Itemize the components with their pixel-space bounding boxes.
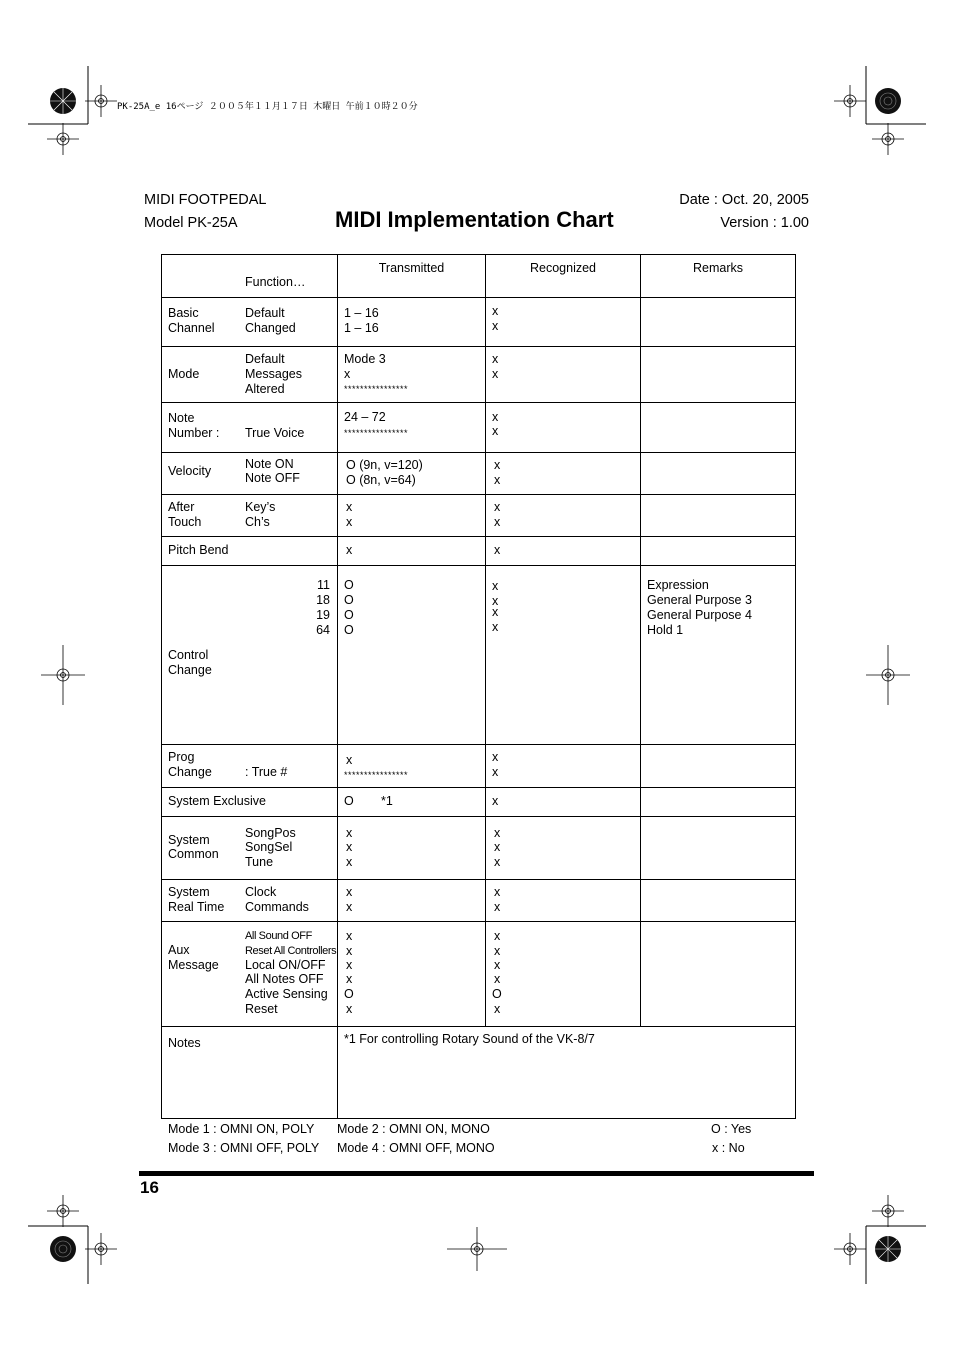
legend-mode1: Mode 1 : OMNI ON, POLY [168, 1122, 315, 1136]
common-rx-2: x [494, 840, 501, 854]
aux-tx-3: x [346, 958, 353, 972]
mode-rx-2: x [492, 367, 499, 381]
velocity-rx-1: x [494, 458, 501, 472]
sysex-tx: O [344, 794, 354, 808]
realtime-rx-1: x [494, 885, 501, 899]
after-rx-2: x [494, 515, 501, 529]
basic-label-2: Channel [168, 321, 215, 335]
common-rx-3: x [494, 855, 501, 869]
notes-label: Notes [168, 1036, 201, 1050]
realtime-label-2: Real Time [168, 900, 225, 914]
common-tx-1: x [346, 826, 353, 840]
cc-tx-3: O [344, 608, 354, 622]
cc-number-2: 18 [316, 593, 330, 607]
velocity-sub-2: Note OFF [245, 471, 300, 485]
product-name: MIDI FOOTPEDAL [144, 192, 267, 208]
prog-rx-2: x [492, 765, 499, 779]
model-name: Model PK-25A [144, 215, 238, 231]
after-sub-2: Ch’s [245, 515, 270, 529]
velocity-rx-2: x [494, 473, 501, 487]
legend-mode4: Mode 4 : OMNI OFF, MONO [337, 1141, 495, 1155]
aux-rx-3: x [494, 958, 501, 972]
cc-remark-2: General Purpose 3 [647, 593, 752, 607]
realtime-sub-2: Commands [245, 900, 309, 914]
cc-tx-1: O [344, 578, 354, 592]
realtime-tx-1: x [346, 885, 353, 899]
prog-rx-1: x [492, 750, 499, 764]
date-label: Date : Oct. 20, 2005 [679, 192, 809, 208]
aux-tx-5: O [344, 987, 354, 1001]
cc-rx-3: x [492, 605, 499, 619]
aux-rx-6: x [494, 1002, 501, 1016]
aux-rx-4: x [494, 972, 501, 986]
control-label-2: Change [168, 663, 212, 677]
version-label: Version : 1.00 [720, 215, 809, 231]
basic-sub-2: Changed [245, 321, 296, 335]
basic-tx-1: 1 – 16 [344, 306, 379, 320]
realtime-sub-1: Clock [245, 885, 277, 899]
mode-tx-3: **************** [344, 384, 409, 394]
aux-sub-1: All Sound OFF [245, 930, 312, 942]
prog-sub: : True # [245, 765, 288, 779]
cc-tx-2: O [344, 593, 354, 607]
prog-tx-1: x [346, 753, 353, 767]
basic-sub-1: Default [245, 306, 285, 320]
pitch-tx: x [346, 543, 353, 557]
pitch-label: Pitch Bend [168, 543, 229, 557]
common-tx-3: x [346, 855, 353, 869]
common-sub-2: SongSel [245, 840, 293, 854]
common-label-1: System [168, 833, 210, 847]
cc-rx-4: x [492, 620, 499, 634]
after-sub-1: Key’s [245, 500, 276, 514]
aux-tx-6: x [346, 1002, 353, 1016]
prog-tx-2: **************** [344, 770, 409, 780]
note-rx-1: x [492, 410, 499, 424]
velocity-label: Velocity [168, 464, 212, 478]
common-label-2: Common [168, 847, 219, 861]
cc-number-4: 64 [316, 623, 330, 637]
col-recognized: Recognized [529, 261, 596, 275]
mode-rx-1: x [492, 352, 499, 366]
velocity-tx-2: O (8n, v=64) [346, 473, 416, 487]
basic-rx-2: x [492, 319, 499, 333]
sysex-label: System Exclusive [168, 794, 266, 808]
footer-rule [139, 1171, 814, 1176]
cc-remark-4: Hold 1 [647, 623, 684, 637]
aux-tx-2: x [346, 944, 353, 958]
velocity-tx-1: O (9n, v=120) [346, 458, 423, 472]
after-label-1: After [168, 500, 195, 514]
aux-label-1: Aux [168, 943, 190, 957]
aux-rx-2: x [494, 944, 501, 958]
after-tx-1: x [346, 500, 353, 514]
aux-sub-6: Reset [245, 1002, 278, 1016]
sysex-tx-note: *1 [381, 794, 393, 808]
aux-label-2: Message [168, 958, 219, 972]
realtime-rx-2: x [494, 900, 501, 914]
realtime-label-1: System [168, 885, 210, 899]
realtime-tx-2: x [346, 900, 353, 914]
mode-tx-2: x [344, 367, 351, 381]
basic-rx-1: x [492, 304, 499, 318]
aux-tx-1: x [346, 929, 353, 943]
note-label-1: Note [168, 411, 195, 425]
aux-rx-1: x [494, 929, 501, 943]
note-tx-1: 24 – 72 [344, 410, 386, 424]
cc-remark-1: Expression [647, 578, 709, 592]
common-rx-1: x [494, 826, 501, 840]
mode-label: Mode [168, 367, 200, 381]
after-rx-1: x [494, 500, 501, 514]
note-tx-2: **************** [344, 428, 409, 438]
note-label-2: Number : [168, 426, 220, 440]
mode-sub-3: Altered [245, 382, 285, 396]
aux-sub-2: Reset All Controllers [245, 945, 337, 957]
legend-no: x : No [712, 1141, 745, 1155]
col-remarks: Remarks [692, 261, 743, 275]
pitch-rx: x [494, 543, 501, 557]
cc-number-3: 19 [316, 608, 330, 622]
legend-mode2: Mode 2 : OMNI ON, MONO [337, 1122, 490, 1136]
aux-tx-4: x [346, 972, 353, 986]
col-function: Function… [245, 275, 306, 289]
note-rx-2: x [492, 424, 499, 438]
print-slug: PK-25A_e 16ページ ２００５年１１月１７日 木曜日 午前１０時２０分 [117, 102, 418, 112]
legend-mode3: Mode 3 : OMNI OFF, POLY [168, 1141, 320, 1155]
basic-tx-2: 1 – 16 [344, 321, 379, 335]
after-label-2: Touch [168, 515, 202, 529]
sysex-rx: x [492, 794, 499, 808]
common-tx-2: x [346, 840, 353, 854]
mode-sub-1: Default [245, 352, 285, 366]
common-sub-3: Tune [245, 855, 274, 869]
prog-label-1: Prog [168, 750, 195, 764]
note-sub: True Voice [245, 426, 305, 440]
cc-number-1: 11 [317, 578, 330, 592]
page-number: 16 [140, 1178, 159, 1197]
aux-sub-3: Local ON/OFF [245, 958, 326, 972]
cc-rx-2: x [492, 594, 499, 608]
after-tx-2: x [346, 515, 353, 529]
cc-rx-1: x [492, 579, 499, 593]
aux-sub-4: All Notes OFF [245, 972, 324, 986]
notes-text: *1 For controlling Rotary Sound of the VK-8/7 [344, 1032, 595, 1046]
cc-remark-3: General Purpose 4 [647, 608, 752, 622]
velocity-sub-1: Note ON [245, 457, 294, 471]
mode-sub-2: Messages [245, 367, 302, 381]
mode-tx-1: Mode 3 [344, 352, 386, 366]
basic-label-1: Basic [168, 306, 199, 320]
aux-sub-5: Active Sensing [245, 987, 328, 1001]
page-title: MIDI Implementation Chart [335, 207, 614, 232]
prog-label-2: Change [168, 765, 212, 779]
common-sub-1: SongPos [245, 826, 296, 840]
control-label-1: Control [168, 648, 209, 662]
legend-yes: O : Yes [711, 1122, 752, 1136]
aux-rx-5: O [492, 987, 502, 1001]
cc-tx-4: O [344, 623, 354, 637]
col-transmitted: Transmitted [378, 261, 445, 275]
